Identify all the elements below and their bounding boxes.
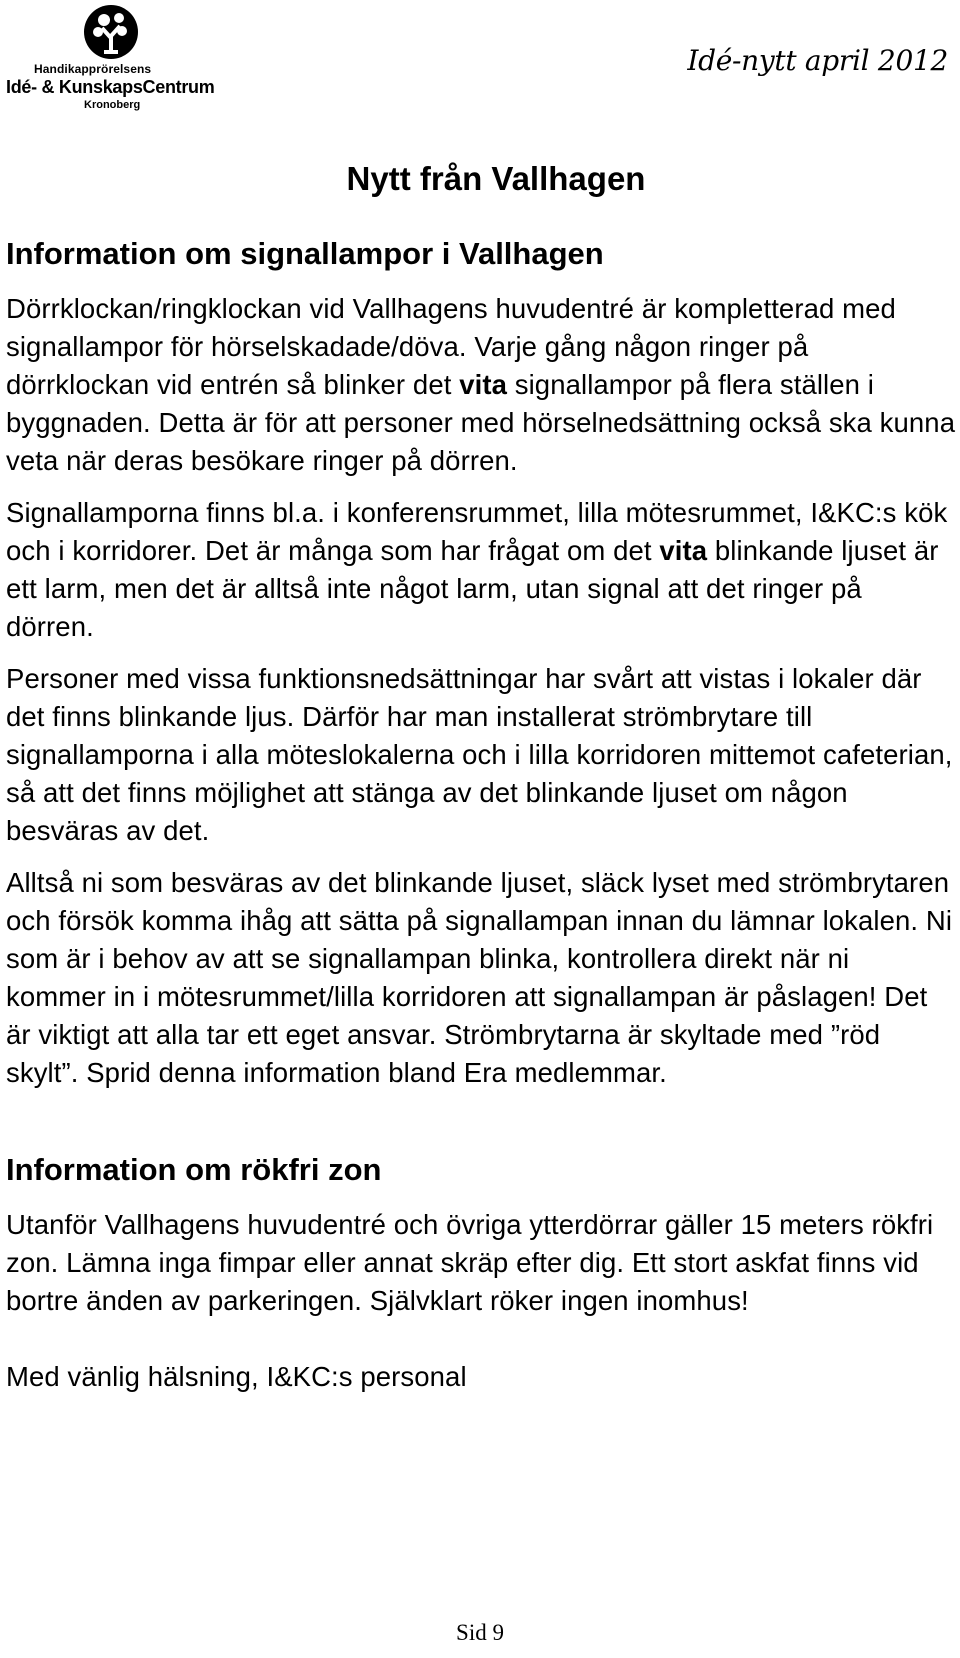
page-header <box>0 0 960 130</box>
paragraph-doorbell: Dörrklockan/ringklockan vid Vallhagens huvudentré är kompletterad med signallampor för hörselskadade/döva. Varje gång någon ringer på dörrklockan vid entrén så blinker det vita signallampor på flera ställen i byggnaden. Detta är för att personer med hörselnedsättning också ska kunna veta när deras besökare ringer på dörren. <box>6 293 956 476</box>
paragraph-smoke-free: Utanför Vallhagens huvudentré och övriga ytterdörrar gäller 15 meters rökfri zon. Lämna inga fimpar eller annat skräp efter dig. Ett stort askfat finns vid bortre änden av parkeringen. Självklart röker ingen inomhus! <box>6 1209 934 1316</box>
logo-text-line2: Idé- & KunskapsCentrum <box>6 77 215 97</box>
tree-icon <box>82 4 140 60</box>
article-body <box>6 160 956 1410</box>
section-title-smoke-free: Information om rökfri zon <box>6 1152 382 1187</box>
paragraph-lamp-locations: Signallamporna finns bl.a. i konferensrummet, lilla mötesrummet, I&KC:s kök och i korridorer. Det är många som har frågat om det vita blinkande ljuset är ett larm, men det är alltså inte något larm, utan signal att det ringer på dörren. <box>6 497 948 642</box>
signoff: Med vänlig hälsning, I&KC:s personal <box>6 1361 467 1392</box>
page-title: Nytt från Vallhagen <box>346 160 646 197</box>
organization-logo <box>4 0 219 115</box>
paragraph-responsibility: Alltså ni som besväras av det blinkande ljuset, släck lyset med strömbrytaren och försök komma ihåg att sätta på signallampan innan du lämnar lokalen. Ni som är i behov av att se signallampan blinka, kontrollera direkt när ni kommer in i mötesrummet/lilla korridoren att signallampan är påslagen! Det är viktigt att alla tar ett eget ansvar. Strömbrytarna är skyltade med ”röd skylt”. Sprid denna information bland Era medlemmar. <box>6 867 953 1088</box>
section-title-signal-lamps: Information om signallampor i Vallhagen <box>6 236 604 271</box>
paragraph-switches: Personer med vissa funktionsnedsättningar har svårt att vistas i lokaler där det finns blinkande ljus. Därför har man installerat strömbrytare till signallamporna i alla möteslokalerna och i lilla korridoren mittemot cafeterian, så att det finns möjlighet att stänga av det blinkande ljuset om någon besväras av det. <box>6 663 953 846</box>
logo-text-line3: Kronoberg <box>84 99 141 111</box>
page-number: Sid 9 <box>456 1620 504 1645</box>
logo-text-line1: Handikapprörelsens <box>34 62 152 76</box>
issue-title: Idé-nytt april 2012 <box>687 44 948 77</box>
